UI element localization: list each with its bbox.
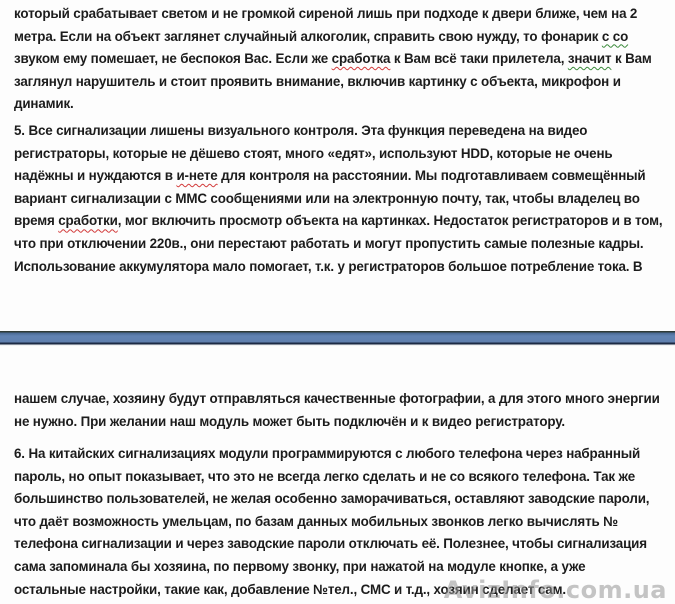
- text-segment: надёжны и нуждаются в: [14, 168, 177, 184]
- text-segment: к Вам всё таки прилетела,: [390, 51, 568, 67]
- text-line: телефона сигнализации и через заводские пароли отключать её. Полезнее, чтобы сигнализация: [14, 536, 647, 552]
- text-line: большинство пользователей, не желая особенно заморачиваться, оставляют заводские пароли,: [14, 491, 650, 507]
- text-segment: к Вам: [611, 51, 652, 67]
- text-line: что даёт возможность умельцам, по базам данных мобильных звонков легко вычислять №: [14, 513, 618, 529]
- paragraph-5: [14, 120, 669, 278]
- spellcheck-marked-word: сработка: [331, 51, 391, 67]
- text-segment: метра. Если на объект заглянет случайный алкоголик, справить свою нужду, то фонарик: [14, 28, 602, 44]
- paragraph-continuation: [14, 3, 669, 116]
- text-line: Использование аккумулятора мало помогает, т.к. у регистраторов большое потребление тока. В: [14, 258, 643, 274]
- text-segment: звуком ему помешает, не беспокоя Вас. Если же: [14, 51, 332, 67]
- text-line: что при отключении 220в., они перестают работать и могут пропустить самые полезные кадры.: [14, 235, 644, 251]
- text-line: [14, 210, 669, 233]
- grammar-marked-word: значит: [567, 51, 612, 67]
- text-line: [14, 165, 669, 188]
- text-line: пароль, но опыт показывает, что это не всегда легко сделать и не со всякого телефона. Так же: [14, 468, 635, 484]
- text-line: не нужно. При желании наш модуль может быть подключён и к видео регистратору.: [14, 413, 565, 429]
- text-line: нашем случае, хозяину будут отправляться качественные фотографии, а для этого много энергии: [14, 391, 660, 406]
- page-break-separator: [0, 331, 675, 346]
- paragraph-5-continued: [14, 388, 669, 433]
- text-segment: время: [14, 213, 59, 229]
- text-line: 5. Все сигнализации лишены визуального контроля. Эта функция переведена на видео: [14, 123, 588, 138]
- watermark: AvizInfo.com.ua: [443, 576, 667, 604]
- text-line: [14, 26, 669, 49]
- document-page-bottom: [0, 346, 675, 604]
- grammar-marked-word: с со: [601, 28, 629, 44]
- text-line: сама запоминала бы хозяина, по первому звонку, при нажатой на модуле кнопке, а уже: [14, 558, 586, 574]
- text-line: 6. На китайских сигнализациях модули программируются с любого телефона через набранный: [14, 446, 641, 461]
- text-line: регистраторы, которые не дёшево стоят, много «едят», используют HDD, которые не очень: [14, 145, 613, 161]
- text-line: [14, 48, 669, 71]
- text-line: остальные настройки, такие как, добавление №тел., СМС и т.д., хозяин сделает сам.: [14, 581, 566, 597]
- text-segment: для контроля на расстоянии. Мы подготавливаем совмещённый: [217, 168, 646, 184]
- text-line: вариант сигнализации с ММС сообщениями или на электронную почту, так, чтобы владелец во: [14, 190, 640, 206]
- text-segment: , мог включить просмотр объекта на картинках. Недостаток регистраторов и в том,: [117, 213, 663, 229]
- text-line: который срабатывает светом и не громкой сиреной лишь при подходе к двери ближе, чем на 2: [14, 6, 638, 21]
- spellcheck-marked-word: сработки: [58, 213, 118, 229]
- spellcheck-marked-word: и-нете: [176, 168, 218, 184]
- text-line: динамик.: [14, 96, 74, 112]
- text-line: заглянул нарушитель и стоит проявить внимание, включив картинку с объекта, микрофон и: [14, 73, 621, 89]
